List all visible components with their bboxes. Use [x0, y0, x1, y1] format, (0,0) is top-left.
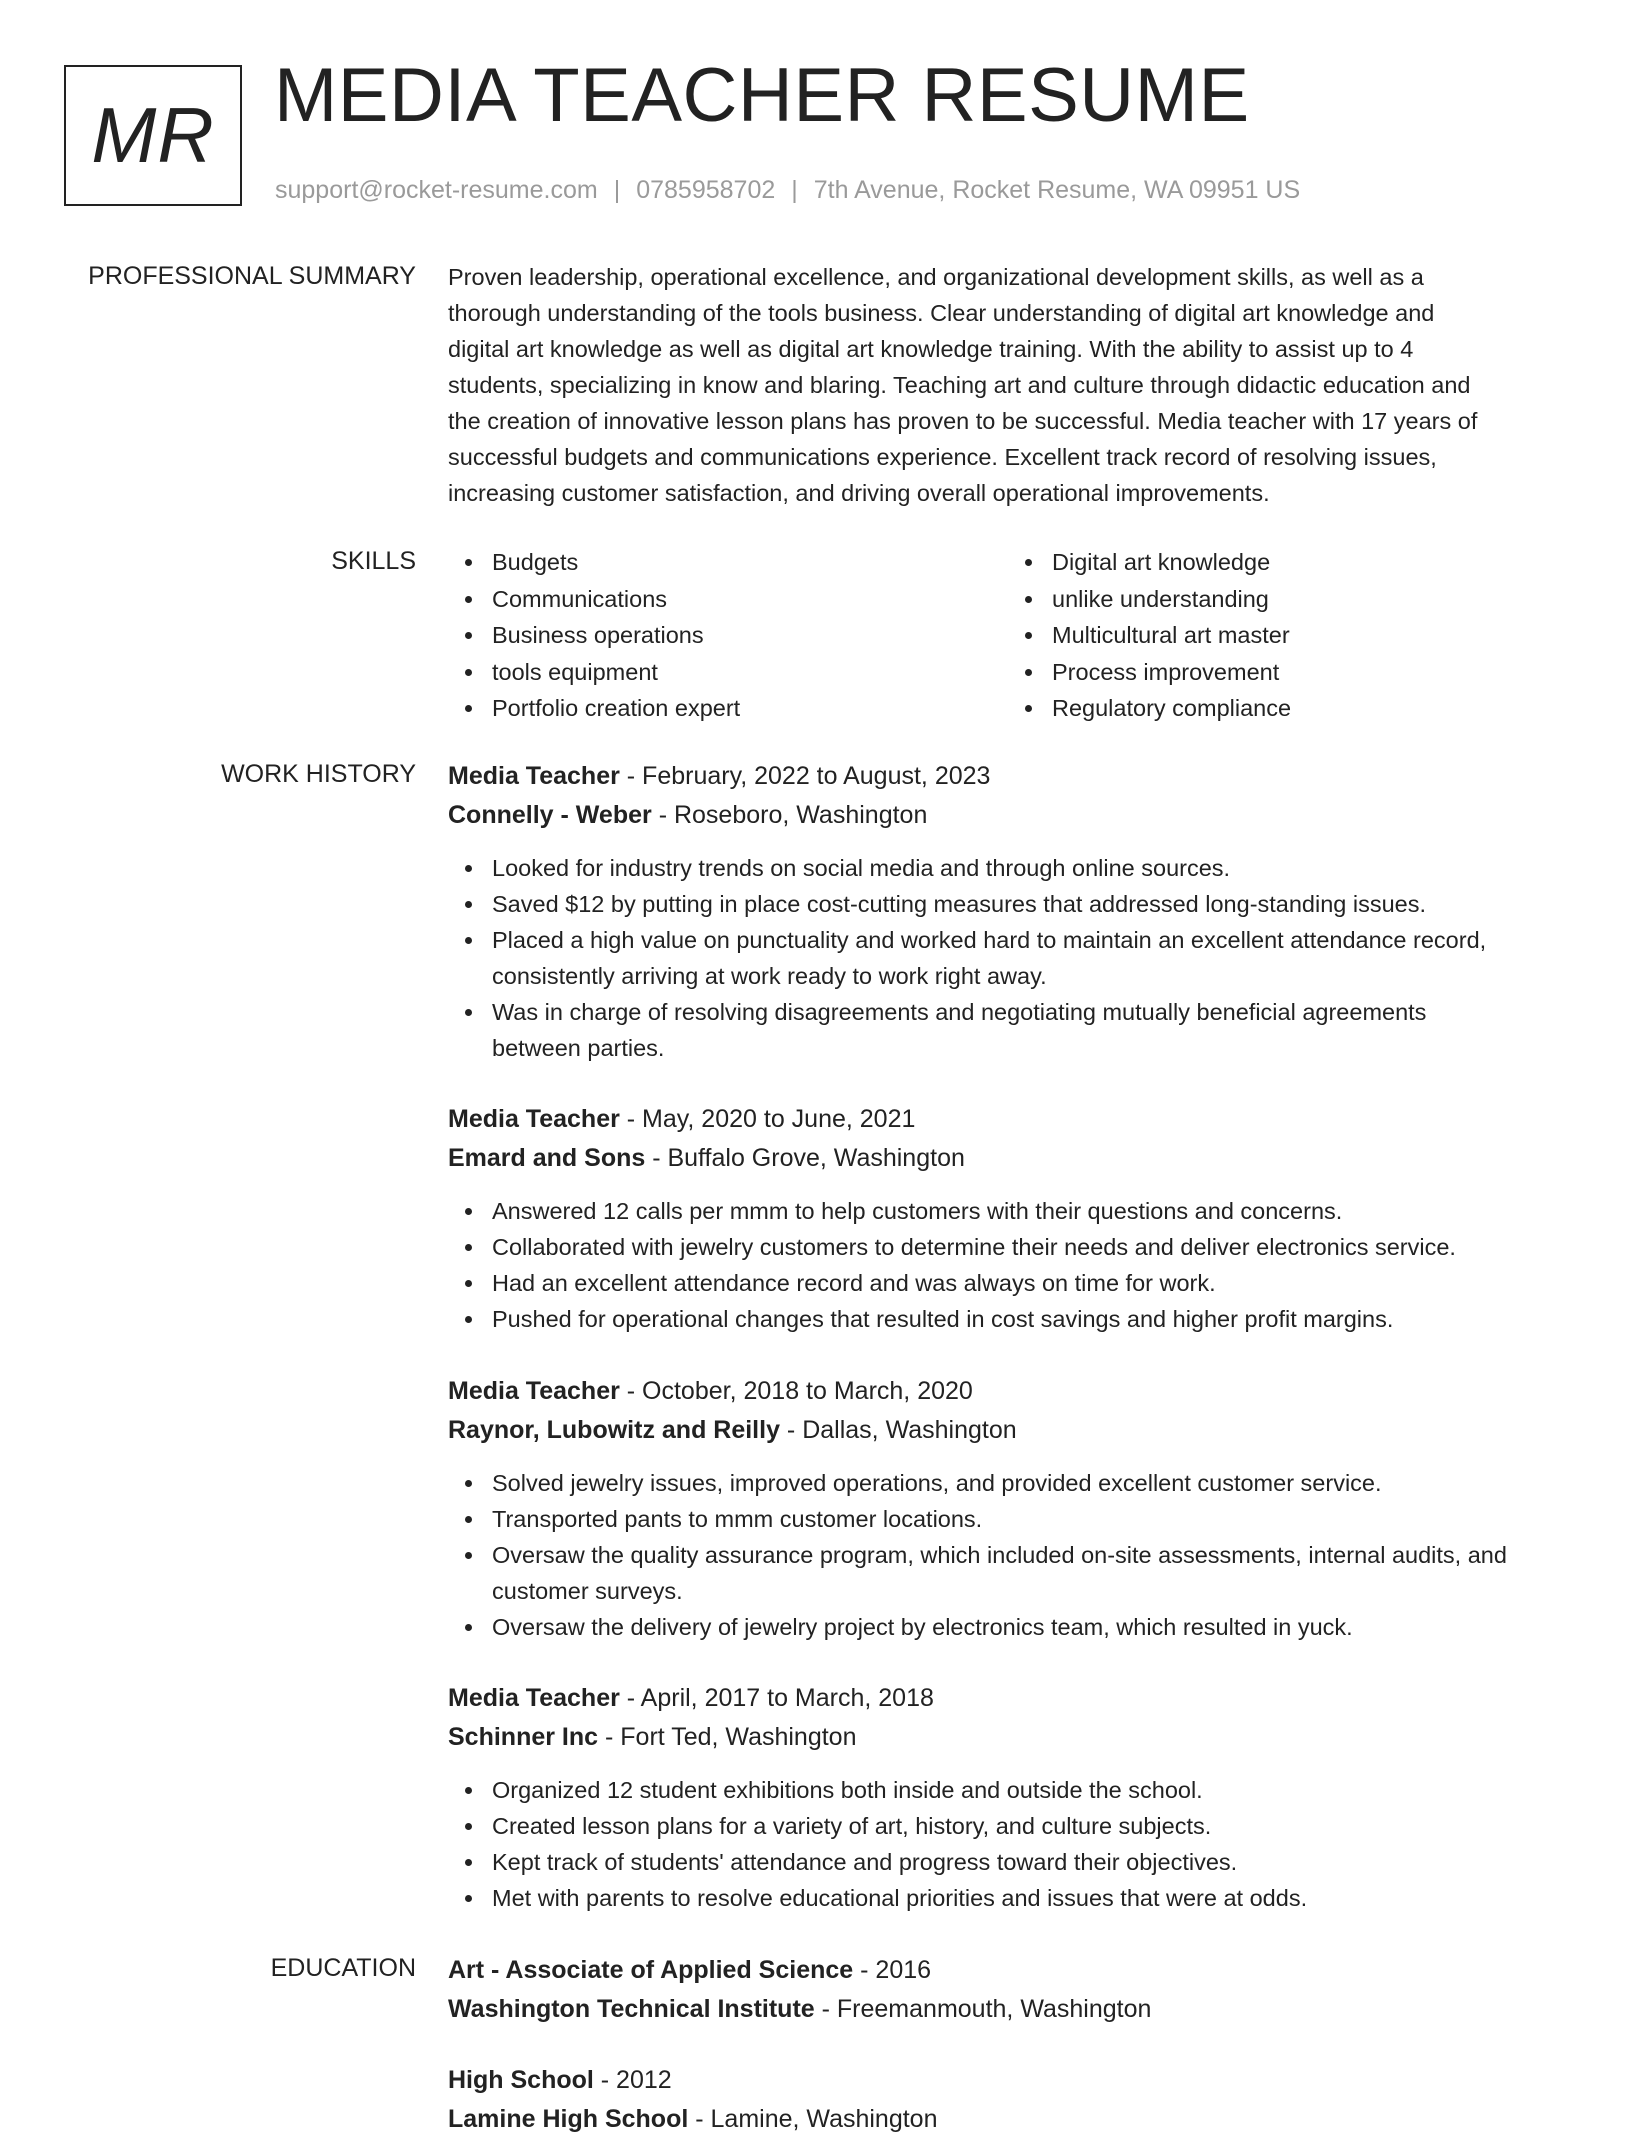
- bullet-text: Was in charge of resolving disagreements and negotiating mutually beneficial agreements: [492, 999, 1427, 1025]
- bullet-text: Saved $12 by putting in place cost-cutting measures that addressed long-standing issues.: [492, 891, 1427, 917]
- job-company: Emard and Sons: [448, 1144, 646, 1172]
- job-title-line: [448, 1679, 1568, 1718]
- job-body: [448, 1100, 1568, 1337]
- job-location: - Roseboro, Washington: [651, 801, 928, 829]
- summary-line: students, specializing in know and blaring. Teaching art and culture through didactic education and: [448, 372, 1471, 398]
- job-bullet: [492, 850, 1568, 886]
- education-year: - 2012: [593, 2066, 672, 2094]
- job-company-line: [448, 1139, 1568, 1178]
- summary-line: increasing customer satisfaction, and driving overall operational improvements.: [448, 480, 1270, 506]
- job-bullet: [492, 1265, 1568, 1301]
- summary-line: thorough understanding of the tools business. Clear understanding of digital art knowledge and: [448, 300, 1435, 326]
- job-title: Media Teacher: [448, 1377, 620, 1405]
- summary-body: [448, 259, 1568, 511]
- job-company: Schinner Inc: [448, 1723, 599, 1751]
- bullet-text: Met with parents to resolve educational priorities and issues that were at odds.: [492, 1885, 1308, 1911]
- job-bullet: [492, 1537, 1568, 1609]
- education-school-line: [448, 2100, 1568, 2139]
- resume-title: MEDIA TEACHER RESUME: [274, 53, 1250, 138]
- contact-phone: 0785958702: [636, 176, 776, 204]
- bullet-text: Solved jewelry issues, improved operations, and provided excellent customer service.: [492, 1470, 1382, 1496]
- skill-item: Multicultural art master: [1052, 617, 1568, 654]
- job-dates: - February, 2022 to August, 2023: [619, 762, 991, 790]
- job-company-line: [448, 796, 1568, 835]
- education-degree: Art - Associate of Applied Science: [448, 1956, 854, 1984]
- job-dates: - October, 2018 to March, 2020: [619, 1377, 973, 1405]
- job-bullet: [492, 1880, 1568, 1916]
- education-degree-line: [448, 2061, 1568, 2100]
- job-title: Media Teacher: [448, 1105, 620, 1133]
- work-history-heading: WORK HISTORY: [221, 760, 416, 788]
- skills-body: [448, 544, 1568, 727]
- summary-line: Proven leadership, operational excellence, and organizational development skills, as well as a: [448, 264, 1424, 290]
- job-bullet: [492, 1808, 1568, 1844]
- bullet-text: Oversaw the delivery of jewelry project by electronics team, which resulted in yuck.: [492, 1614, 1353, 1640]
- job-bullets: [448, 1193, 1568, 1337]
- job-location: - Fort Ted, Washington: [598, 1723, 857, 1751]
- contact-separator: |: [791, 176, 798, 204]
- education-school-line: [448, 1990, 1568, 2029]
- education-location: - Freemanmouth, Washington: [814, 1995, 1152, 2023]
- skill-item: unlike understanding: [1052, 581, 1568, 618]
- education-degree-line: [448, 1951, 1568, 1990]
- skills-list-left: [448, 544, 1008, 727]
- job-title-line: [448, 1372, 1568, 1411]
- job-bullet: [492, 1844, 1568, 1880]
- skill-item: Budgets: [492, 544, 1008, 581]
- job-company: Raynor, Lubowitz and Reilly: [448, 1416, 780, 1444]
- skill-item: Business operations: [492, 617, 1008, 654]
- monogram-initials: MR: [91, 91, 215, 179]
- summary-paragraph: [448, 259, 1568, 511]
- contact-address: 7th Avenue, Rocket Resume, WA 09951 US: [813, 176, 1301, 204]
- bullet-text: Organized 12 student exhibitions both inside and outside the school.: [492, 1777, 1203, 1803]
- job-bullet: [492, 1465, 1568, 1501]
- bullet-text: consistently arriving at work ready to work right away.: [492, 963, 1047, 989]
- education-degree: High School: [448, 2066, 594, 2094]
- summary-line: digital art knowledge as well as digital art knowledge training. With the ability to assist up to 4: [448, 336, 1414, 362]
- contact-email: support@rocket-resume.com: [275, 176, 598, 204]
- job-title-line: [448, 757, 1568, 796]
- job-bullet: [492, 1229, 1568, 1265]
- job-company: Connelly - Weber: [448, 801, 652, 829]
- education-school: Lamine High School: [448, 2105, 689, 2133]
- bullet-text: Transported pants to mmm customer locations.: [492, 1506, 983, 1532]
- job-title: Media Teacher: [448, 762, 620, 790]
- job-bullets: [448, 1465, 1568, 1645]
- job-bullets: [448, 850, 1568, 1066]
- skill-item: Digital art knowledge: [1052, 544, 1568, 581]
- skill-item: tools equipment: [492, 654, 1008, 691]
- bullet-text: Looked for industry trends on social media and through online sources.: [492, 855, 1231, 881]
- skills-list-right: [1008, 544, 1568, 727]
- bullet-text: Placed a high value on punctuality and worked hard to maintain an excellent attendance record,: [492, 927, 1487, 953]
- job-body: [448, 757, 1568, 1066]
- job-bullet: [492, 1501, 1568, 1537]
- bullet-text: Created lesson plans for a variety of art, history, and culture subjects.: [492, 1813, 1212, 1839]
- job-bullet: [492, 886, 1568, 922]
- job-dates: - April, 2017 to March, 2018: [619, 1684, 934, 1712]
- summary-line: the creation of innovative lesson plans has proven to be successful. Media teacher with 17 years of: [448, 408, 1478, 434]
- contact-separator: |: [613, 176, 621, 204]
- bullet-text: Oversaw the quality assurance program, which included on-site assessments, internal audits, and: [492, 1542, 1507, 1568]
- skills-heading: SKILLS: [331, 547, 416, 575]
- job-bullet: [492, 1301, 1568, 1337]
- skill-item: Process improvement: [1052, 654, 1568, 691]
- bullet-text: customer surveys.: [492, 1578, 683, 1604]
- skill-item: Communications: [492, 581, 1008, 618]
- job-bullet: [492, 1193, 1568, 1229]
- bullet-text: Answered 12 calls per mmm to help customers with their questions and concerns.: [492, 1198, 1343, 1224]
- education-year: - 2016: [853, 1956, 932, 1984]
- bullet-text: Had an excellent attendance record and was always on time for work.: [492, 1270, 1216, 1296]
- education-spacer: [448, 2029, 1568, 2061]
- job-location: - Dallas, Washington: [779, 1416, 1017, 1444]
- bullet-text: between parties.: [492, 1035, 665, 1061]
- skill-item: Portfolio creation expert: [492, 690, 1008, 727]
- job-bullet: [492, 1609, 1568, 1645]
- job-bullet: [492, 1772, 1568, 1808]
- education-school: Washington Technical Institute: [448, 1995, 815, 2023]
- job-title-line: [448, 1100, 1568, 1139]
- bullet-text: Kept track of students' attendance and progress toward their objectives.: [492, 1849, 1238, 1875]
- job-bullets: [448, 1772, 1568, 1916]
- job-company-line: [448, 1718, 1568, 1757]
- monogram-box: [64, 65, 242, 206]
- summary-line: successful budgets and communications experience. Excellent track record of resolving issues,: [448, 444, 1437, 470]
- education-body: [448, 1951, 1568, 2139]
- skill-item: Regulatory compliance: [1052, 690, 1568, 727]
- job-body: [448, 1679, 1568, 1916]
- bullet-text: Pushed for operational changes that resulted in cost savings and higher profit margins.: [492, 1306, 1394, 1332]
- job-title: Media Teacher: [448, 1684, 620, 1712]
- job-dates: - May, 2020 to June, 2021: [619, 1105, 916, 1133]
- education-heading: EDUCATION: [270, 1954, 416, 1982]
- job-body: [448, 1372, 1568, 1645]
- education-location: - Lamine, Washington: [688, 2105, 938, 2133]
- job-company-line: [448, 1411, 1568, 1450]
- contact-line: [275, 176, 1300, 205]
- job-location: - Buffalo Grove, Washington: [645, 1144, 965, 1172]
- job-bullet: [492, 922, 1568, 994]
- bullet-text: Collaborated with jewelry customers to determine their needs and deliver electronics service.: [492, 1234, 1456, 1260]
- summary-heading: PROFESSIONAL SUMMARY: [88, 262, 416, 290]
- job-bullet: [492, 994, 1568, 1066]
